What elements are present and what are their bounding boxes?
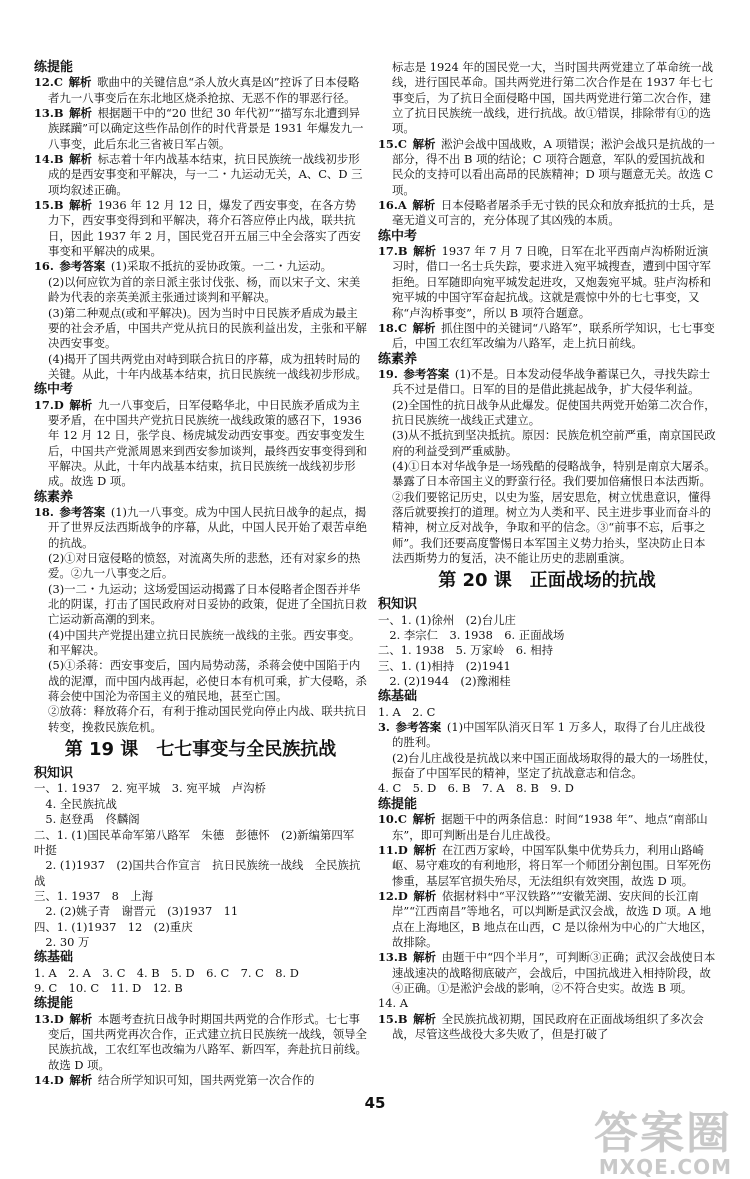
answer-row: 2. (1)1937 (2)国共合作宣言 抗日民族统一战线 全民族抗战	[34, 858, 361, 888]
answer-text: (1)九一八事变。成为中国人民抗日战争的起点，揭开了世界反法西斯战争的序幕，从此，中国人民开始了艰苦卓绝的抗战。	[48, 504, 367, 550]
answer-row: 2. 李宗仁 3. 1938 6. 正面战场	[378, 628, 565, 643]
answer-text: 由题干中“四个半月”，可判断③正确；武汉会战使日本速战速决的战略彻底破产，会战后，中国抗战进入相持阶段，故④正确。①是淞沪会战的影响，②不符合史实。故选 B 项。	[392, 950, 716, 995]
answer-tag: 参考答案	[59, 504, 106, 519]
answer-row: 2. 30 万	[34, 934, 90, 949]
answer-item	[34, 75, 367, 106]
answer-text: 结合所学知识可知，国共两党第一次合作的	[97, 1073, 315, 1087]
answer-row: 2. (2)1944 (2)豫湘桂	[378, 674, 511, 689]
answer-text: 日本侵略者屠杀手无寸铁的民众和放弃抵抗的士兵，是毫无道义可言的，充分体现了其凶残的本质。	[392, 198, 715, 228]
section-heading: 练素养	[34, 489, 74, 505]
answer-text: 据题干中的两条信息：时间“1938 年”、地点“南部山东”，即可判断出是台儿庄战役。	[392, 812, 708, 842]
question-number: 14.D	[34, 1073, 64, 1087]
answer-row: 二、1. (1)国民革命军第八路军 朱德 彭德怀 (2)新编第四军 叶挺	[34, 827, 366, 857]
answer-row: 一、1. 1937 2. 宛平城 3. 宛平城 卢沟桥	[34, 781, 266, 796]
answer-tag: 参考答案	[403, 366, 450, 381]
answer-item	[34, 259, 367, 274]
left-column	[34, 60, 367, 1088]
answer-text: 九一八事变后，日军侵略华北，中日民族矛盾成为主要矛盾，在中国共产党抗日民族统一战线政策的感召下，1936 年 12 月 12 日，张学良、杨虎城发动西安事变。西安事变发生后，中国共产党派周恩来到西安参加谈判，最终西安事变得到和平解决。从此，十年内战基本结束，抗日民族统一战线初步形成。故选 D 项。	[48, 397, 367, 489]
answer-subitem: ②放蒋：释放蒋介石，有利于推动国民党向停止内战、联共抗日转变，挽救民族危机。	[48, 704, 367, 734]
question-number: 3.	[378, 720, 390, 735]
answer-text: 全民族抗战初期，国民政府在正面战场组织了多次会战，尽管这些战役大多失败了，但是打破了	[392, 1011, 704, 1041]
answer-item	[34, 106, 367, 152]
answer-row: 1. A 2. A 3. C 4. B 5. D 6. C 7. C 8. D	[34, 965, 299, 980]
answer-row: 二、1. 1938 5. 万家岭 6. 相持	[378, 643, 553, 658]
continued-text: 标志是 1924 年的国民党一大，当时国共两党建立了革命统一战线，进行国民革命。国共两党进行第二次合作是在 1937 年七七事变后，为了抗日全面侵略中国，国共两党进行第二次合作，建立了抗日民族统一战线，进行抗战。故①错误，排除带有①的选项。	[392, 60, 713, 136]
question-number: 13.D	[34, 1011, 64, 1026]
answer-item	[34, 152, 367, 198]
section-heading: 练基础	[378, 689, 418, 705]
lesson-title: 第 19 课 七七事变与全民族抗战	[64, 739, 337, 761]
answer-row: 4. 全民族抗战	[34, 796, 117, 811]
answer-subitem: (2)①对日寇侵略的愤怒，对流离失所的悲愁，还有对家乡的热爱。②九一八事变之后。	[48, 551, 361, 581]
answer-text: 1936 年 12 月 12 日，爆发了西安事变，在各方势力下，西安事变得到和平解决，蒋介石答应停止内战，联共抗日，因此 1937 年 2 月，国民党召开五届三中全会落实了西安事变和平解决的成果。	[48, 198, 361, 259]
answer-item	[378, 367, 716, 398]
answer-text: 本题考查抗日战争时期国共两党的合作形式。七七事变后，国共两党再次合作，正式建立抗日民族统一战线，领导全民族抗战，工农红军也改编为八路军、新四军，奔赴抗日前线。故选 D 项。	[48, 1011, 367, 1072]
answer-subitem: (3)从不抵抗到坚决抵抗。原因：民族危机空前严重，南京国民政府的利益受到严重威胁。	[392, 428, 716, 458]
answer-item	[378, 1012, 716, 1043]
answer-tag: 解析	[69, 152, 92, 167]
answer-tag: 解析	[412, 136, 436, 151]
answer-tag: 解析	[412, 198, 436, 213]
question-number: 19.	[378, 366, 398, 381]
answer-row: 三、1. 1937 8 上海	[34, 888, 154, 903]
answer-item	[34, 198, 367, 259]
answer-tag: 解析	[69, 198, 92, 213]
question-number: 11.D	[378, 842, 408, 857]
answer-item	[378, 244, 716, 321]
question-number: 13.B	[34, 106, 64, 121]
section-heading: 练素养	[378, 351, 418, 367]
answer-tag: 解析	[413, 1011, 436, 1026]
question-number: 12.C	[34, 75, 63, 90]
section-heading: 练提能	[378, 796, 418, 812]
answer-tag: 解析	[413, 244, 436, 259]
answer-row: 三、1. (1)相持 (2)1941	[378, 658, 511, 673]
section-heading: 积知识	[34, 766, 74, 782]
answer-subitem: (3)一二・九运动；这场爱国运动揭露了日本侵略者企图吞并华北的阴谋，打击了国民政府对日妥协的政策，促进了全国抗日救亡运动新高潮的到来。	[48, 581, 367, 627]
answer-tag: 解析	[69, 1011, 93, 1026]
answer-item	[378, 137, 716, 198]
answer-subitem: (4)揭开了国共两党由对峙到联合抗日的序幕，成为扭转时局的关键。从此，十年内战基本结束，抗日民族统一战线初步形成。	[48, 351, 367, 381]
question-number: 14.B	[34, 152, 64, 167]
answer-tag: 解析	[69, 397, 93, 412]
answer-text: 歌曲中的关键信息“杀人放火真是凶”控诉了日本侵略者九一八事变后在东北地区烧杀抢掠、无恶不作的罪恶行径。	[48, 75, 360, 105]
answer-subitem: (2)全国性的抗日战争从此爆发。促使国共两党开始第二次合作，抗日民族统一战线正式建立。	[392, 397, 716, 427]
section-heading: 积知识	[378, 597, 418, 613]
answer-row: 14. A	[378, 996, 408, 1011]
question-number: 10.C	[378, 812, 407, 827]
watermark-url: MXQE.COM	[598, 1155, 732, 1179]
lesson-title: 第 20 课 正面战场的抗战	[438, 570, 656, 592]
answer-row: 1. A 2. C	[378, 704, 436, 719]
answer-tag: 解析	[412, 812, 436, 827]
answer-item	[34, 398, 367, 490]
answer-subitem: (5)①杀蒋：西安事变后，国内局势动荡，杀蒋会使中国陷于内战的泥潭，而中国内战再起，必使日本有机可乘，扩大侵略，杀蒋会使中国沦为帝国主义的殖民地，甚至亡国。	[48, 658, 367, 704]
answer-text: 依据材料中“平汉铁路”“安徽芜湖、安庆间的长江南岸”“江西南昌”等地名，可以判断是武汉会战，故选 D 项。A 地点在上海地区，B 地点在山西，C 是以徐州为中心的广大地区，故排除。	[392, 888, 713, 949]
answer-item	[34, 1073, 367, 1088]
answer-text: 抓住图中的关键词“八路军”，联系所学知识，七七事变后，中国工农红军改编为八路军，走上抗日前线。	[392, 320, 715, 351]
answer-item	[34, 1012, 367, 1073]
answer-row: 一、1. (1)徐州 (2)台儿庄	[378, 612, 516, 627]
answer-tag: 解析	[413, 950, 436, 965]
answer-text: 根据题干中的“20 世纪 30 年代初”“描写东北遭到异族蹂躏”可以确定这些作品创作的时代背景是 1931 年爆发九一八事变，此后东北三省被日军占领。	[48, 106, 364, 151]
answer-item	[378, 812, 716, 843]
answer-item	[378, 720, 716, 751]
answer-text: 1937 年 7 月 7 日晚，日军在北平西南卢沟桥附近演习时，借口一名士兵失踪，要求进入宛平城搜查，遭到中国守军拒绝。日军随即向宛平城发起进攻，又炮轰宛平城。驻卢沟桥和宛平城的中国守军奋起抗战。这就是震惊中外的七七事变，又称“卢沟桥事变”，所以 B 项符合题意。	[392, 244, 711, 320]
section-heading: 练提能	[34, 996, 74, 1012]
question-number: 15.C	[378, 136, 407, 151]
answer-tag: 参考答案	[59, 259, 106, 274]
answer-text: 在江西万家岭，中国军队集中优势兵力，利用山路崎岖、易守难攻的有利地形，将日军一个师团分割包围。日军死伤惨重，基层军官损失殆尽，无法组织有效突围，故选 D 项。	[392, 842, 711, 888]
watermark-logo: 答案圈	[594, 1108, 732, 1159]
answer-subitem: (4)①日本对华战争是一场残酷的侵略战争，特别是南京大屠杀。暴露了日本帝国主义的野蛮行径。我们要加倍痛恨日本法西斯。②我们要铭记历史，以史为鉴，居安思危，树立忧患意识，懂得落后就要挨打的道理。树立为人类和平、民主进步事业而奋斗的精神，树立反对战争，争取和平的信念。③“前事不忘，后事之师”。我们还要高度警惕日本军国主义势力抬头，坚决防止日本法西斯势力的复活，决不能让历史的悲剧重演。	[392, 458, 716, 565]
question-number: 18.C	[378, 320, 407, 335]
answer-tag: 解析	[68, 75, 92, 90]
answer-row: 四、1. (1)1937 12 (2)重庆	[34, 919, 193, 934]
answer-item	[378, 843, 716, 889]
answer-item	[378, 321, 716, 352]
question-number: 13.B	[378, 950, 408, 965]
watermark	[594, 1108, 732, 1179]
answer-tag: 解析	[69, 106, 92, 121]
answer-text: (1)中国军队消灭日军 1 万多人，取得了台儿庄战役的胜利。	[392, 720, 706, 750]
answer-text: 标志着十年内战基本结束，抗日民族统一战线初步形成的是西安事变和平解决，与一二・九运动无关，A、C、D 三项均叙述正确。	[48, 152, 363, 197]
answer-text: 淞沪会战中国战败，A 项错误；淞沪会战只是抗战的一部分，得不出 B 项的结论；C 项符合题意，军队的爱国抗战和民众的支持可以看出高昂的民族精神；D 项与题意无关。故选 C 项。	[392, 136, 715, 197]
answer-text: (1)不是。日本发动侵华战争蓄谋已久，寻找失踪士兵不过是借口。日军的目的是借此挑起战争，扩大侵华利益。	[392, 366, 711, 397]
answer-text: (1)采取不抵抗的妥协政策。一二・九运动。	[110, 259, 332, 274]
section-heading: 练基础	[34, 950, 74, 966]
question-number: 18.	[34, 504, 54, 519]
answer-tag: 解析	[412, 320, 436, 335]
answer-item	[378, 950, 716, 996]
question-number: 16.	[34, 259, 54, 274]
section-heading: 练提能	[34, 60, 74, 75]
question-number: 15.B	[378, 1011, 408, 1026]
answer-item	[34, 505, 367, 551]
answer-tag: 解析	[413, 888, 437, 903]
section-heading: 练中考	[34, 382, 74, 398]
answer-tag: 解析	[413, 842, 437, 857]
question-number: 17.B	[378, 244, 408, 259]
answer-tag: 解析	[69, 1073, 93, 1087]
answer-subitem: (3)第二种观点(或和平解决)。因为当时中日民族矛盾成为最主要的社会矛盾，中国共产党从抗日的民族利益出发，主张和平解决西安事变。	[48, 305, 367, 351]
right-column	[378, 60, 716, 1042]
answer-tag: 参考答案	[395, 720, 442, 735]
answer-subitem: (4)中国共产党提出建立抗日民族统一战线的主张。西安事变。和平解决。	[48, 627, 361, 658]
answer-subitem: (2)台儿庄战役是抗战以来中国正面战场取得的最大的一场胜仗，振奋了中国军民的精神，坚定了抗战意志和信念。	[392, 750, 716, 781]
section-heading: 练中考	[378, 228, 418, 244]
question-number: 12.D	[378, 888, 408, 903]
question-number: 15.B	[34, 198, 64, 213]
answer-subitem: (2)以何应钦为首的亲日派主张讨伐张、杨，而以宋子文、宋美龄为代表的亲英美派主张通过谈判和平解决。	[48, 274, 361, 305]
answer-row: 2. (2)姚子青 谢晋元 (3)1937 11	[34, 904, 239, 919]
answer-item	[378, 889, 716, 950]
page-number: 45	[364, 1094, 386, 1112]
question-number: 17.D	[34, 397, 64, 412]
answer-row: 5. 赵登禹 佟麟阁	[34, 812, 140, 827]
answer-item	[378, 198, 716, 229]
question-number: 16.A	[378, 198, 407, 213]
answer-row: 4. C 5. D 6. B 7. A 8. B 9. D	[378, 781, 574, 796]
answer-row: 9. C 10. C 11. D 12. B	[34, 980, 183, 995]
